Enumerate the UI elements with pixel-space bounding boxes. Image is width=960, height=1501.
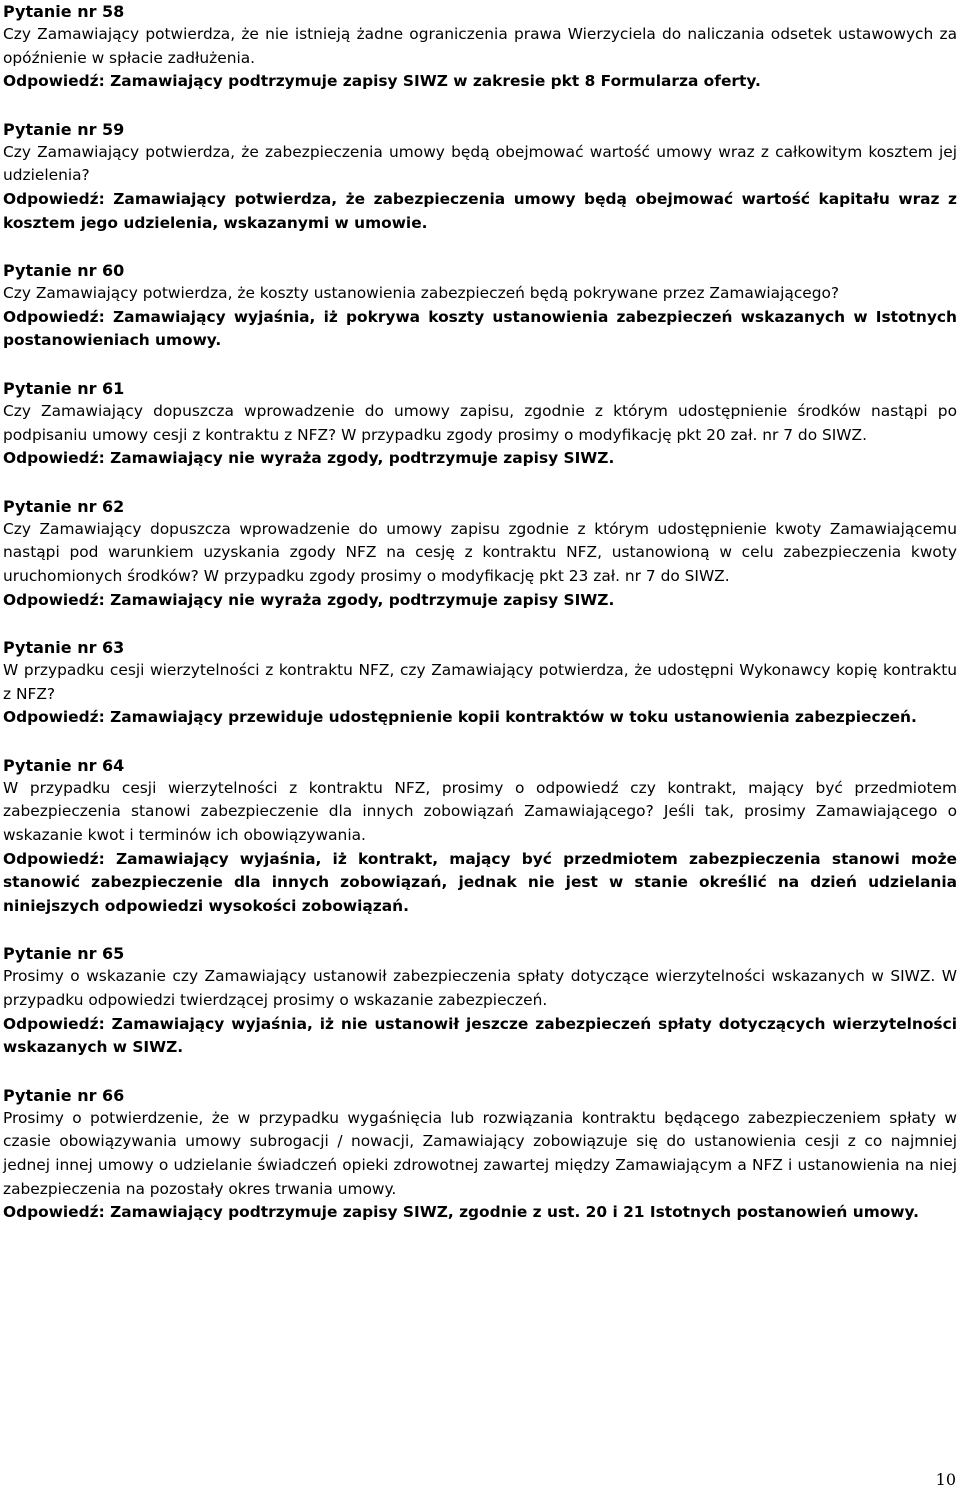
question-title: Pytanie nr 58 [3, 2, 125, 21]
question-text: W przypadku cesji wierzytelności z kontraktu NFZ, czy Zamawiający potwierdza, że udostępni Wykonawcy kopię kontraktu z NFZ? [3, 661, 957, 703]
question-title: Pytanie nr 65 [3, 944, 125, 964]
question-block-64 [3, 754, 957, 919]
question-text: Czy Zamawiający potwierdza, że nie istnieją żadne ograniczenia prawa Wierzyciela do naliczania odsetek ustawowych za opóźnienie w spłacie zadłużenia. [3, 25, 957, 67]
question-block-62 [3, 495, 957, 612]
question-text: W przypadku cesji wierzytelności z kontraktu NFZ, prosimy o odpowiedź czy kontrakt, mający być przedmiotem zabezpieczenia stanowi zabezpieczenie dla innych zobowiązań Zamawiającego? Jeśli tak, prosimy Zamawiającego o wskazanie kwot i terminów ich obowiązywania. [3, 778, 957, 845]
question-title: Pytanie nr 59 [3, 119, 125, 139]
question-text: Prosimy o wskazanie czy Zamawiający ustanowił zabezpieczenia spłaty dotyczące wierzytelności wskazanych w SIWZ. W przypadku odpowiedzi twierdzącej prosimy o wskazanie zabezpieczeń. [3, 967, 957, 1010]
question-block-61 [3, 377, 957, 471]
question-block-59 [3, 118, 957, 235]
question-block-66 [3, 1084, 957, 1225]
answer-text: Odpowiedź: Zamawiający nie wyraża zgody, podtrzymuje zapisy SIWZ. [3, 449, 615, 468]
question-text: Czy Zamawiający dopuszcza wprowadzenie do umowy zapisu, zgodnie z którym udostępnienie środków nastąpi po podpisaniu umowy cesji z kontraktu z NFZ? W przypadku zgody prosimy o modyfikację pkt 20 zał. nr 7 do SIWZ. [3, 401, 957, 444]
question-block-63 [3, 636, 957, 730]
document-page [3, 0, 957, 1249]
question-text: Prosimy o potwierdzenie, że w przypadku wygaśnięcia lub rozwiązania kontraktu będącego zabezpieczeniem spłaty w czasie obowiązywania umowy subrogacji / nowacji, Zamawiający zobowiązuje się do ustanowienia cesji z co najmniej jednej innej umowy o udzielanie świadczeń opieki zdrowotnej zawartej między Zamawiającym a NFZ i ustanowienia na niej zabezpieczenia na pozostały okres trwania umowy. [3, 1108, 957, 1198]
question-text: Czy Zamawiający potwierdza, że koszty ustanowienia zabezpieczeń będą pokrywane przez Zamawiającego? [3, 284, 840, 303]
answer-text: Odpowiedź: Zamawiający podtrzymuje zapisy SIWZ w zakresie pkt 8 Formularza oferty. [3, 72, 761, 91]
question-title: Pytanie nr 64 [3, 755, 125, 775]
answer-text: Odpowiedź: Zamawiający przewiduje udostępnienie kopii kontraktów w toku ustanowienia zabezpieczeń. [3, 708, 917, 727]
question-title: Pytanie nr 66 [3, 1085, 125, 1105]
answer-text: Odpowiedź: Zamawiający wyjaśnia, iż nie ustanowił jeszcze zabezpieczeń spłaty dotyczących wierzytelności wskazanych w SIWZ. [3, 1014, 957, 1057]
question-title: Pytanie nr 63 [3, 638, 125, 658]
question-block-58 [3, 0, 957, 94]
question-text: Czy Zamawiający dopuszcza wprowadzenie do umowy zapisu zgodnie z którym udostępnienie kwoty Zamawiającemu nastąpi pod warunkiem uzyskania zgody NFZ na cesję z kontraktu NFZ, ustanowioną w celu zabezpieczenia kwoty uruchomionych środków? W przypadku zgody prosimy o modyfikację pkt 23 zał. nr 7 do SIWZ. [3, 519, 957, 585]
page-number: 10 [935, 1470, 956, 1489]
question-block-65 [3, 942, 957, 1059]
answer-text: Odpowiedź: Zamawiający podtrzymuje zapisy SIWZ, zgodnie z ust. 20 i 21 Istotnych postanowień umowy. [3, 1203, 919, 1222]
question-title: Pytanie nr 62 [3, 496, 125, 516]
answer-text: Odpowiedź: Zamawiający wyjaśnia, iż kontrakt, mający być przedmiotem zabezpieczenia stanowi może stanowić zabezpieczenie dla innych zobowiązań, jednak nie jest w stanie określić na dzień udzielania niniejszych odpowiedzi wysokości zobowiązań. [3, 849, 957, 915]
answer-text: Odpowiedź: Zamawiający potwierdza, że zabezpieczenia umowy będą obejmować wartość kapitału wraz z kosztem jego udzielenia, wskazanymi w umowie. [3, 189, 957, 232]
question-text: Czy Zamawiający potwierdza, że zabezpieczenia umowy będą obejmować wartość umowy wraz z całkowitym kosztem jej udzielenia? [3, 142, 957, 185]
answer-text: Odpowiedź: Zamawiający nie wyraża zgody, podtrzymuje zapisy SIWZ. [3, 590, 615, 609]
question-block-60 [3, 259, 957, 353]
question-title: Pytanie nr 61 [3, 378, 125, 398]
question-title: Pytanie nr 60 [3, 261, 125, 281]
answer-text: Odpowiedź: Zamawiający wyjaśnia, iż pokrywa koszty ustanowienia zabezpieczeń wskazanych w Istotnych postanowieniach umowy. [3, 307, 957, 350]
